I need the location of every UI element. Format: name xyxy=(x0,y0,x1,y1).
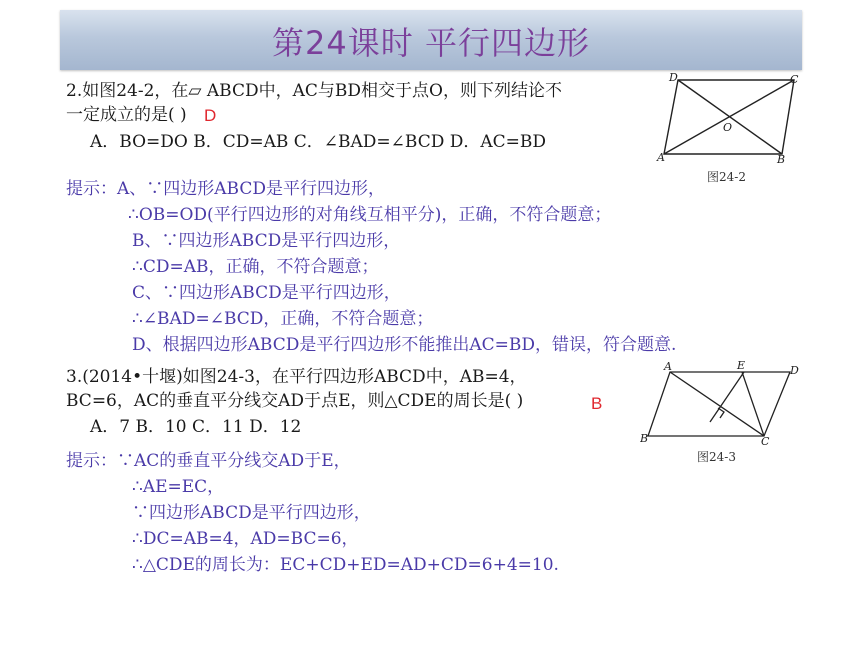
fig2-label-a: A xyxy=(657,151,665,164)
hint2-line4: ∴CD=AB，正确，不符合题意； xyxy=(132,257,379,277)
fig3-label-a: A xyxy=(664,360,672,373)
hint3-line3: ∵四边形ABCD是平行四边形， xyxy=(132,503,371,523)
hint2-line2: ∴OB=OD(平行四边形的对角线互相平分)，正确，不符合题意； xyxy=(128,205,612,225)
hint2-line6: ∴∠BAD=∠BCD，正确，不符合题意； xyxy=(132,309,434,329)
q2-options: A．BO=DO B．CD=AB C．∠BAD=∠BCD D．AC=BD xyxy=(90,132,547,152)
hint2-line1: 提示：A、∵四边形ABCD是平行四边形， xyxy=(66,179,385,199)
figure-24-3-caption: 图24-3 xyxy=(697,450,736,464)
hint2-line5: C、∵四边形ABCD是平行四边形， xyxy=(132,283,401,303)
q3-answer: B xyxy=(591,394,603,413)
fig3-label-b: B xyxy=(640,432,649,445)
title-banner xyxy=(60,10,802,70)
fig3-label-e: E xyxy=(737,360,746,372)
fig3-label-d: D xyxy=(790,364,799,377)
fig3-label-c: C xyxy=(761,435,770,446)
hint2-line3: B、∵四边形ABCD是平行四边形， xyxy=(132,231,401,251)
page-title: 第24课时 平行四边形 xyxy=(272,24,590,62)
hint3-line1: 提示：∵AC的垂直平分线交AD于E， xyxy=(66,451,351,471)
fig2-label-b: B xyxy=(777,153,786,164)
q2-stem-line1: 2.如图24-2，在▱ ABCD中，AC与BD相交于点O，则下列结论不 xyxy=(66,81,562,101)
fig2-label-c: C xyxy=(790,73,799,86)
hint3-line5: ∴△CDE的周长为：EC+CD+ED=AD+CD=6+4=10. xyxy=(132,555,559,575)
q2-stem-line2: 一定成立的是( ) xyxy=(66,105,187,125)
q3-stem-line1: 3.(2014•十堰)如图24-3，在平行四边形ABCD中，AB=4， xyxy=(66,367,527,387)
q3-stem-line2: BC=6，AC的垂直平分线交AD于点E，则△CDE的周长是( ) xyxy=(66,391,524,411)
q2-answer: D xyxy=(204,106,217,125)
fig2-label-d: D xyxy=(669,72,678,84)
q3-options: A．7 B．10 C．11 D．12 xyxy=(90,417,302,437)
hint3-line4: ∴DC=AB=4，AD=BC=6， xyxy=(132,529,359,549)
hint3-line2: ∴AE=EC， xyxy=(132,477,225,497)
fig2-label-o: O xyxy=(723,121,733,134)
figure-24-2 xyxy=(654,72,804,164)
figure-24-3 xyxy=(640,360,802,446)
figure-24-2-caption: 图24-2 xyxy=(707,170,746,184)
hint2-line7: D、根据四边形ABCD是平行四边形不能推出AC=BD，错误，符合题意. xyxy=(132,335,677,355)
